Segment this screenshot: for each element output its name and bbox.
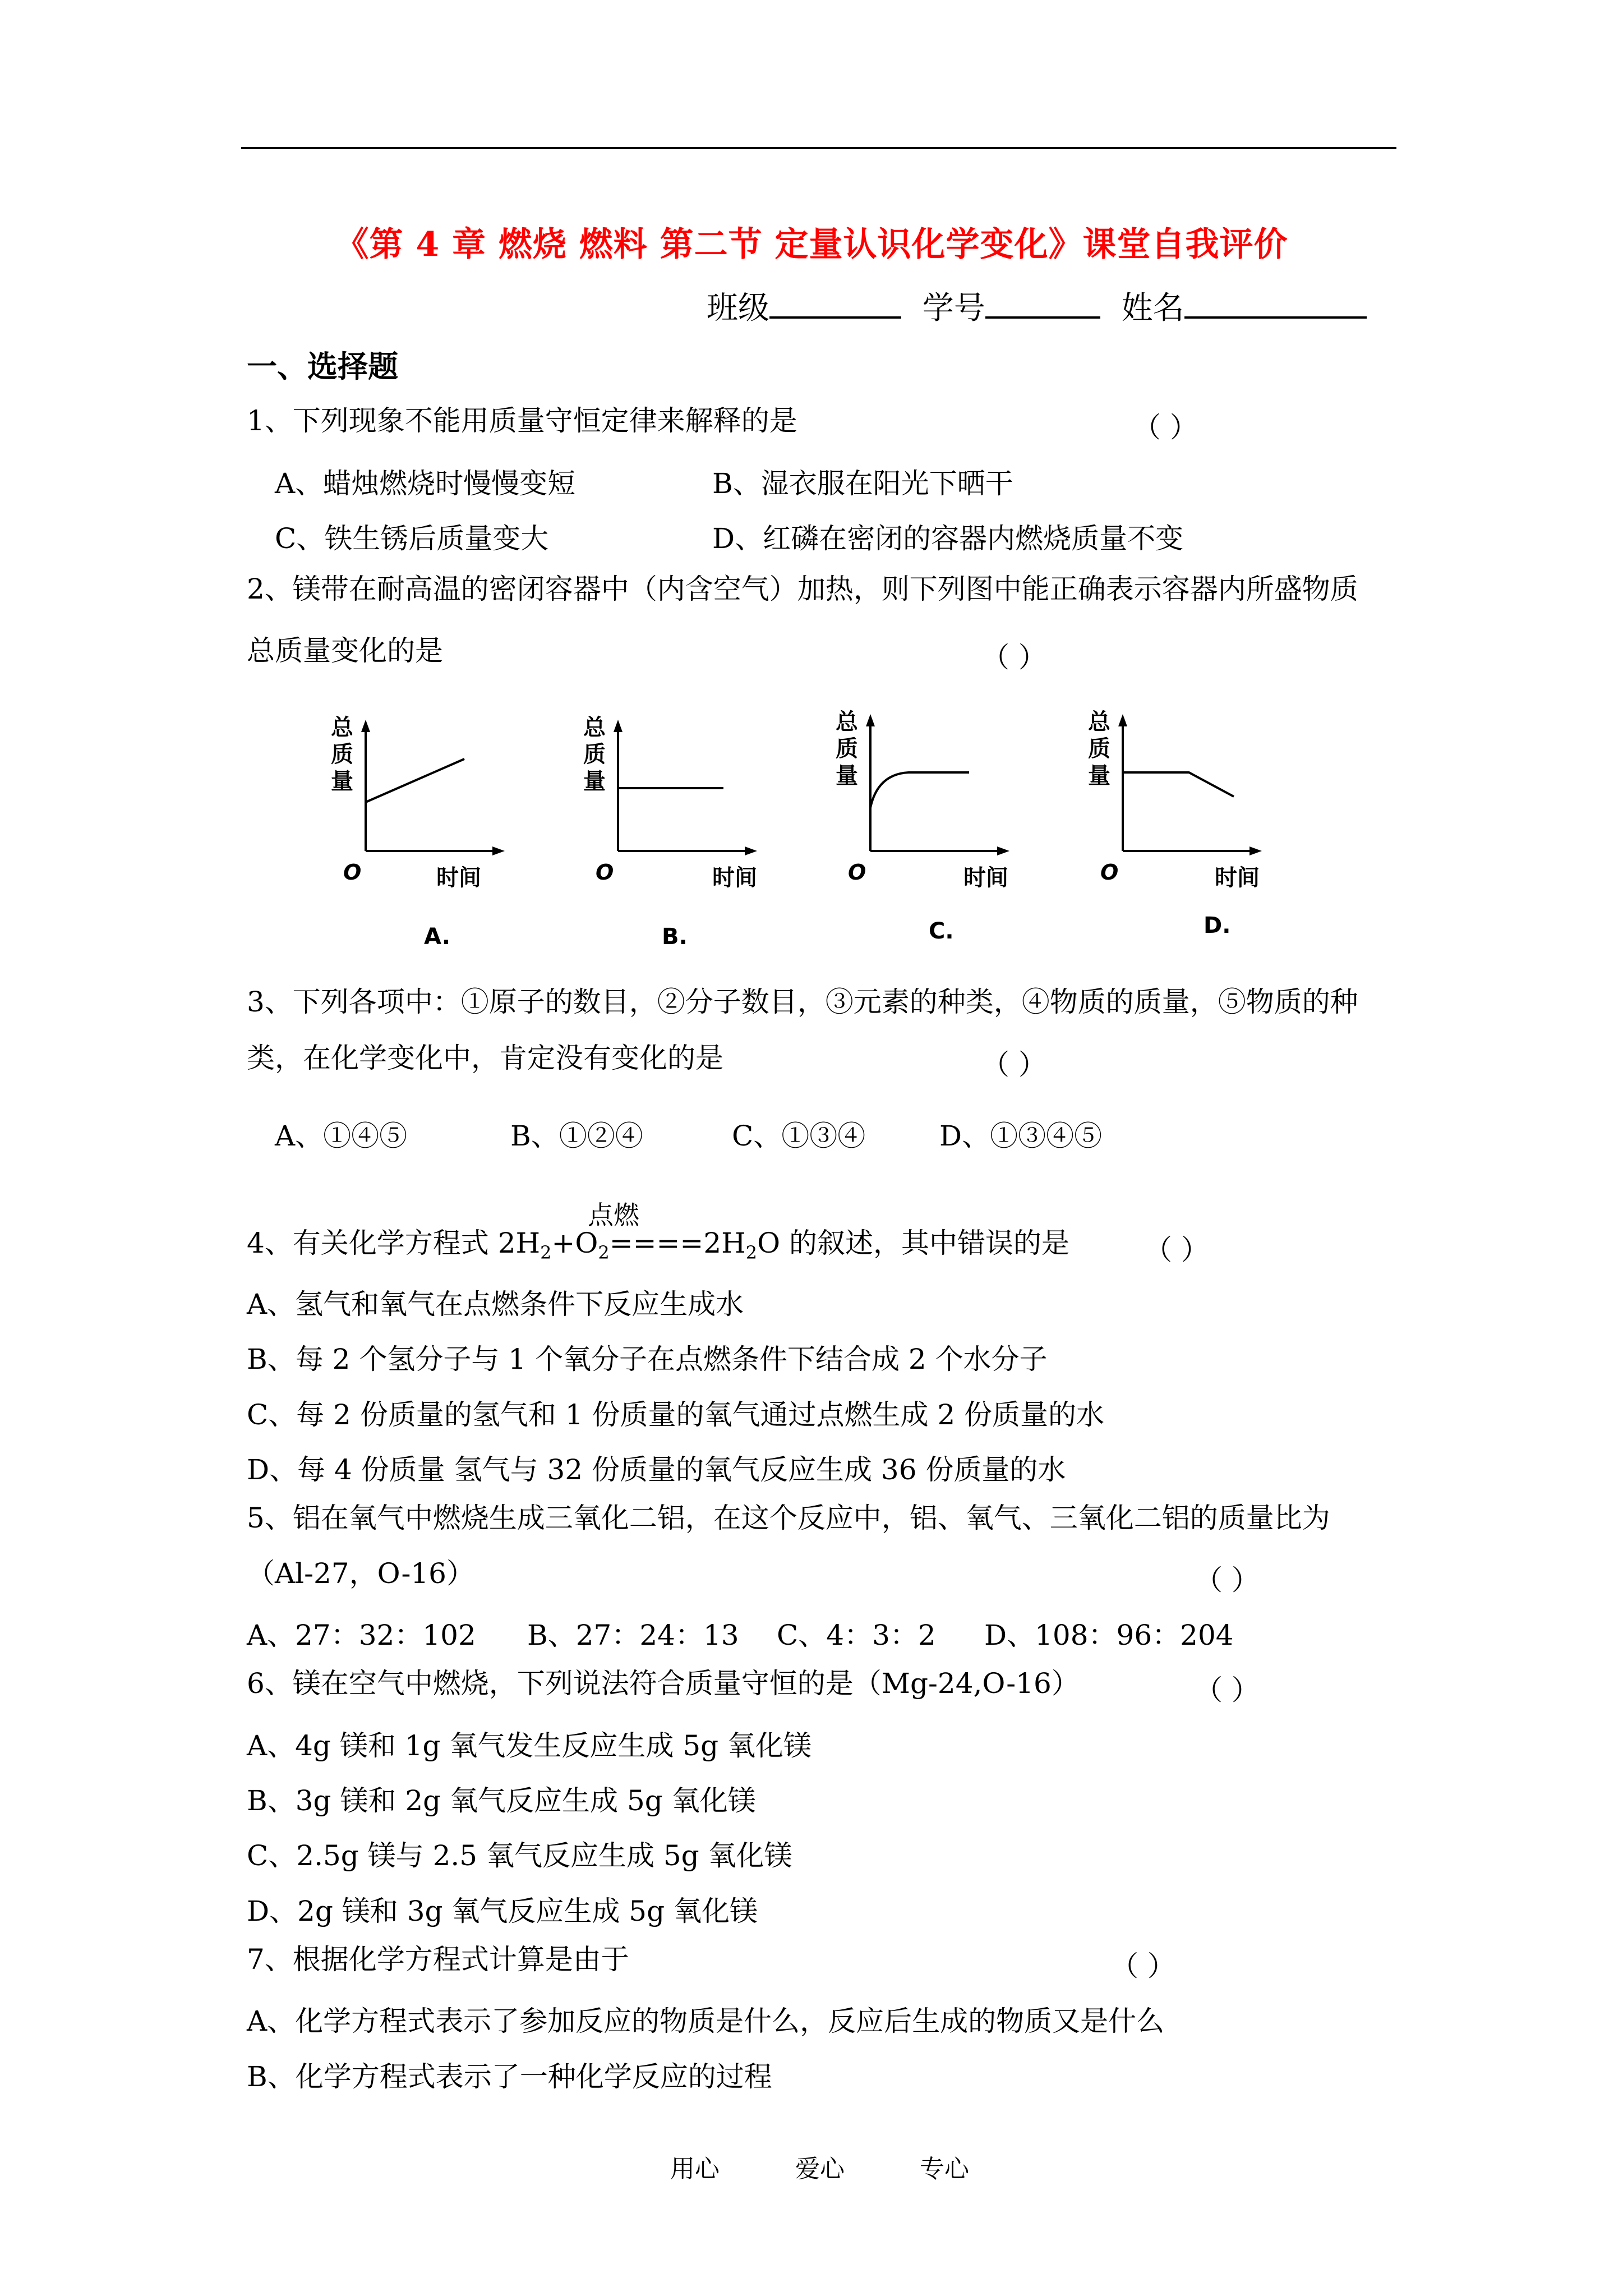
q3-option-b: B、①②④ <box>510 1120 643 1152</box>
q1-option-d: D、红磷在密闭的容器内燃烧质量不变 <box>712 522 1184 555</box>
header-rule <box>241 147 1396 149</box>
student-info <box>707 283 1378 328</box>
q5-stem-line1: 5、铝在氧气中燃烧生成三氧化二铝，在这个反应中，铝、氧气、三氧化二铝的质量比为 <box>247 1502 1330 1534</box>
q2-answer-blank[interactable]: （ ） <box>981 641 1046 674</box>
page-title: 《第 4 章 燃烧 燃料 第二节 定量认识化学变化》课堂自我评价 <box>335 225 1288 264</box>
graph-b <box>572 710 763 959</box>
section-heading: 一、选择题 <box>247 348 398 384</box>
footer-text-3: 专心 <box>920 2155 969 2183</box>
q4-option-a: A、氢气和氧气在点燃条件下反应生成水 <box>247 1288 744 1320</box>
graph-d-x-arrow <box>1249 846 1262 855</box>
q5-answer-blank[interactable]: （ ） <box>1195 1564 1260 1596</box>
q4-sub-h2: 2 <box>540 1242 552 1263</box>
graph-c-ylabel-1: 总 <box>836 709 858 735</box>
q5-option-d: D、108：96：204 <box>984 1619 1234 1651</box>
q7-option-b: B、化学方程式表示了一种化学反应的过程 <box>247 2060 772 2093</box>
graph-a-x-arrow <box>492 846 505 855</box>
q2-stem-line2: 总质量变化的是 <box>247 634 443 667</box>
q3-option-c: C、①③④ <box>732 1120 866 1152</box>
q1-option-b: B、湿衣服在阳光下晒干 <box>712 467 1013 500</box>
name-label: 姓名 <box>1121 290 1184 326</box>
class-blank[interactable] <box>769 289 901 319</box>
graph-d-curve <box>1123 772 1234 797</box>
graph-d-origin: O <box>1100 860 1119 885</box>
graph-a-label: A. <box>424 924 450 950</box>
q1-stem: 1、下列现象不能用质量守恒定律来解释的是 <box>247 404 797 437</box>
graph-b-ylabel-2: 质 <box>583 742 606 767</box>
q4-stem-pre: 4、有关化学方程式 2H <box>247 1227 541 1259</box>
q3-stem-line2: 类，在化学变化中，肯定没有变化的是 <box>247 1042 723 1074</box>
footer-text-2: 爱心 <box>795 2155 845 2183</box>
q4-option-d: D、每 4 份质量 氢气与 32 份质量的氧气反应生成 36 份质量的水 <box>247 1453 1066 1486</box>
q5-stem-line2: （Al-27，O-16） <box>247 1557 474 1590</box>
graph-c-label: C. <box>929 918 954 944</box>
graph-c-ylabel-3: 量 <box>836 763 858 789</box>
graph-c-xlabel: 时间 <box>963 865 1008 891</box>
q5-option-a: A、27：32：102 <box>247 1619 476 1651</box>
graph-a <box>320 710 510 959</box>
graph-d-ylabel-2: 质 <box>1088 736 1110 762</box>
graph-b-origin: O <box>596 860 614 885</box>
q4-sub-h2o: 2 <box>745 1242 758 1263</box>
graph-c-y-arrow <box>866 714 875 726</box>
q7-answer-blank[interactable]: （ ） <box>1110 1950 1175 1982</box>
q4-stem <box>247 1227 1069 1263</box>
graph-b-label: B. <box>662 924 688 950</box>
q4-stem-arrow: ====2H <box>609 1227 746 1259</box>
graph-d-xlabel: 时间 <box>1215 865 1260 891</box>
graph-b-xlabel: 时间 <box>712 865 757 891</box>
q6-option-b: B、3g 镁和 2g 氧气反应生成 5g 氧化镁 <box>247 1784 756 1817</box>
q3-stem-line1: 3、下列各项中：①原子的数目，②分子数目，③元素的种类，④物质的质量，⑤物质的种 <box>247 986 1358 1018</box>
graph-b-y-arrow <box>614 720 623 732</box>
q4-reaction-condition: 点燃 <box>588 1200 639 1230</box>
graph-a-ylabel-1: 总 <box>331 715 353 740</box>
q1-option-c: C、铁生锈后质量变大 <box>275 522 549 555</box>
graph-b-ylabel-1: 总 <box>583 715 606 740</box>
graph-a-xlabel: 时间 <box>436 865 481 891</box>
q6-option-d: D、2g 镁和 3g 氧气反应生成 5g 氧化镁 <box>247 1895 758 1927</box>
graph-c <box>824 704 1015 953</box>
graph-b-ylabel-3: 量 <box>583 769 606 794</box>
q1-answer-blank[interactable]: （ ） <box>1133 411 1198 444</box>
q5-option-b: B、27：24：13 <box>527 1619 739 1651</box>
graph-a-origin: O <box>343 860 362 885</box>
q4-stem-plus: +O <box>551 1227 598 1259</box>
q4-option-c: C、每 2 份质量的氢气和 1 份质量的氧气通过点燃生成 2 份质量的水 <box>247 1398 1105 1431</box>
graph-c-origin: O <box>848 860 866 885</box>
q4-option-b: B、每 2 个氢分子与 1 个氧分子在点燃条件下结合成 2 个水分子 <box>247 1343 1048 1375</box>
graph-c-curve <box>870 772 969 808</box>
q5-option-c: C、4：3：2 <box>777 1619 936 1651</box>
q3-answer-blank[interactable]: （ ） <box>981 1048 1046 1081</box>
q6-stem: 6、镁在空气中燃烧，下列说法符合质量守恒的是（Mg-24,O-16） <box>247 1667 1080 1700</box>
graph-d-ylabel-1: 总 <box>1088 709 1110 735</box>
q7-stem: 7、根据化学方程式计算是由于 <box>247 1943 629 1976</box>
graph-d-ylabel-3: 量 <box>1088 763 1110 789</box>
q6-option-c: C、2.5g 镁与 2.5 氧气反应生成 5g 氧化镁 <box>247 1839 792 1872</box>
graph-d-label: D. <box>1204 913 1231 938</box>
id-label: 学号 <box>922 290 985 326</box>
graph-c-x-arrow <box>997 846 1009 855</box>
q4-stem-post: O 的叙述，其中错误的是 <box>757 1227 1069 1259</box>
graph-a-ylabel-3: 量 <box>331 769 353 794</box>
graph-a-curve <box>366 759 464 802</box>
q4-answer-blank[interactable]: （ ） <box>1144 1234 1209 1266</box>
graph-d <box>1077 704 1267 953</box>
q6-option-a: A、4g 镁和 1g 氧气发生反应生成 5g 氧化镁 <box>247 1729 812 1762</box>
graph-a-y-arrow <box>361 720 370 732</box>
q6-answer-blank[interactable]: （ ） <box>1195 1674 1260 1706</box>
name-blank[interactable] <box>1184 289 1367 319</box>
graph-b-x-arrow <box>745 846 757 855</box>
q3-option-d: D、①③④⑤ <box>939 1120 1103 1152</box>
footer-text-1: 用心 <box>670 2155 720 2183</box>
q4-sub-o2: 2 <box>598 1242 610 1263</box>
q7-option-a: A、化学方程式表示了参加反应的物质是什么，反应后生成的物质又是什么 <box>247 2005 1165 2037</box>
id-blank[interactable] <box>985 289 1100 319</box>
graph-c-ylabel-2: 质 <box>836 736 858 762</box>
graph-d-y-arrow <box>1118 714 1127 726</box>
class-label: 班级 <box>707 290 769 326</box>
q1-option-a: A、蜡烛燃烧时慢慢变短 <box>275 467 576 500</box>
q3-option-a: A、①④⑤ <box>275 1120 408 1152</box>
q2-stem-line1: 2、镁带在耐高温的密闭容器中（内含空气）加热，则下列图中能正确表示容器内所盛物质 <box>247 573 1358 605</box>
graph-a-ylabel-2: 质 <box>331 742 353 767</box>
